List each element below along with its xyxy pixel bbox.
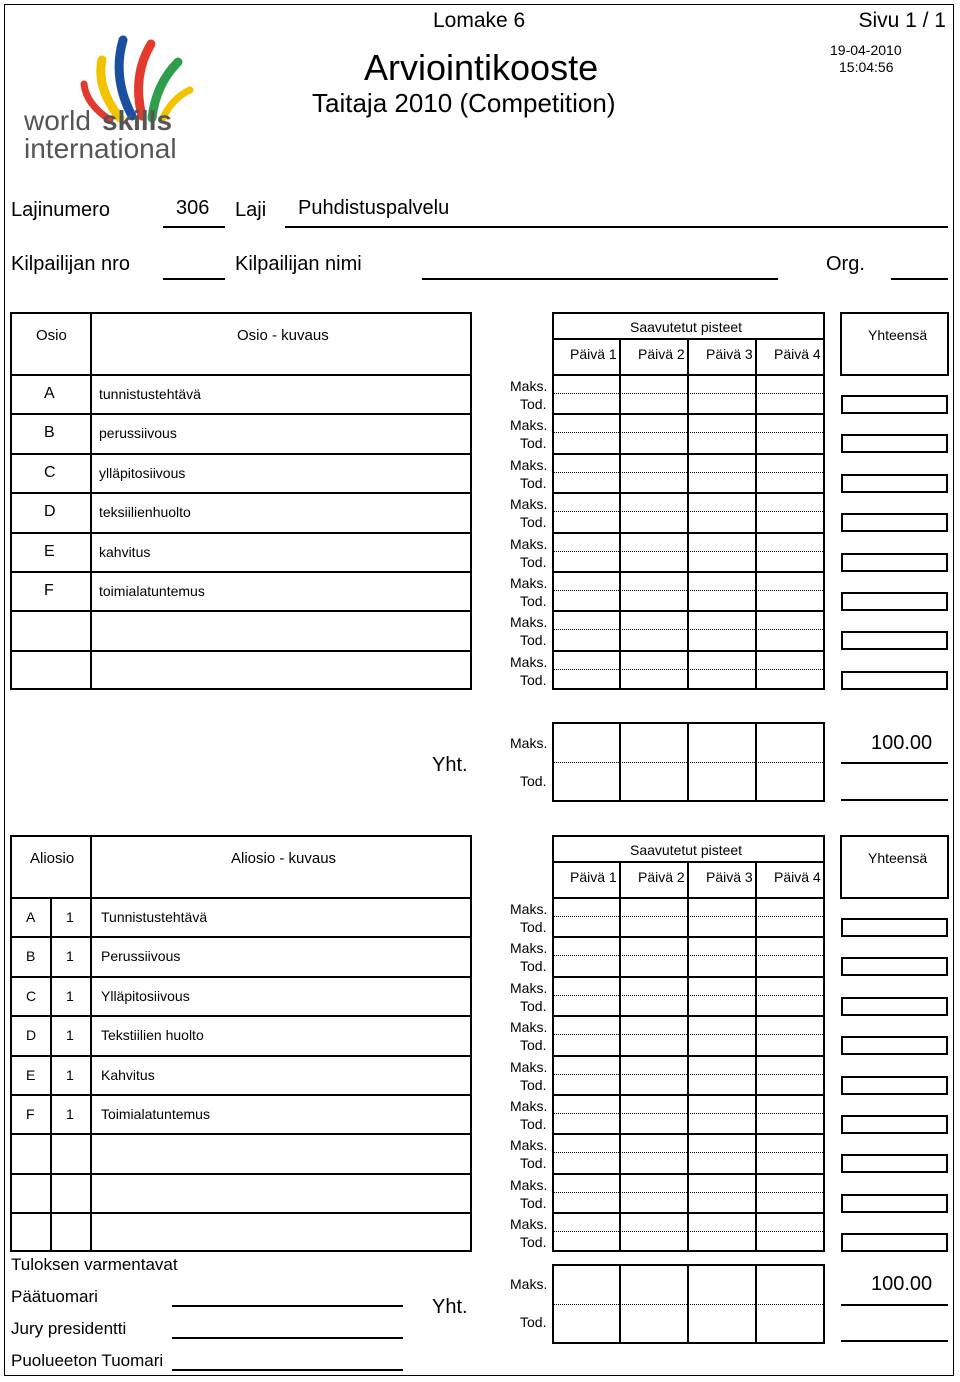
tod-label: Tod.: [520, 671, 547, 688]
tod-label: Tod.: [520, 958, 547, 975]
score-row-divider: [552, 413, 825, 415]
aliosio-rows: [10, 897, 472, 1252]
row-divider: [10, 1094, 472, 1096]
aliosio-header: [10, 835, 472, 899]
yht2-maks: Maks.: [510, 1276, 548, 1292]
aliosio-num: 1: [66, 987, 74, 1004]
signer-jury-presidentti: Jury presidentti: [11, 1319, 127, 1338]
row-divider: [10, 650, 472, 652]
tod-label: Tod.: [520, 1037, 547, 1054]
row-divider: [10, 1212, 472, 1214]
yhteensa-cell[interactable]: [841, 918, 948, 937]
yhteensa-cell[interactable]: [841, 1115, 948, 1134]
score-row-divider: [552, 453, 825, 455]
maks-label: Maks.: [510, 1137, 548, 1154]
logo-text-international: international: [24, 133, 177, 164]
print-date: 19-04-2010: [830, 42, 902, 58]
osio-code: A: [44, 385, 55, 402]
score-row-divider: [552, 936, 825, 938]
yhteensa-cell[interactable]: [841, 1036, 948, 1055]
osio-code: B: [44, 424, 55, 442]
maks-dotted-line: [552, 1074, 825, 1075]
score-row-divider: [552, 650, 825, 652]
score-row-divider: [552, 1133, 825, 1135]
col-aliosio: Aliosio: [30, 850, 75, 867]
score-row-divider: [552, 571, 825, 573]
aliosio-code: D: [26, 1027, 37, 1044]
saavutetut-label-2: Saavutetut pisteet: [630, 842, 743, 858]
day2-label-2: Päivä 2: [638, 869, 685, 885]
osio-header: [10, 312, 472, 376]
kilpailija-nimi-label: Kilpailijan nimi: [235, 253, 362, 275]
row-divider: [10, 532, 472, 534]
maks-dotted-line: [552, 1113, 825, 1114]
col-osio: Osio: [36, 327, 67, 344]
tod-label: Tod.: [520, 474, 547, 491]
yhteensa-cell[interactable]: [841, 513, 948, 532]
yhteensa-cell[interactable]: [841, 474, 948, 493]
yhteensa-cell[interactable]: [841, 1154, 948, 1173]
worldskills-logo: [20, 18, 195, 168]
osio-desc: kahvitus: [99, 543, 151, 560]
aliosio-code: C: [26, 987, 37, 1004]
tod-label: Tod.: [520, 514, 547, 531]
score-row-divider: [552, 1212, 825, 1214]
signer-jury-line[interactable]: [172, 1337, 403, 1339]
org-label: Org.: [826, 253, 865, 275]
osio-desc: ylläpitosiivous: [99, 464, 186, 481]
aliosio-desc: Tekstiilien huolto: [101, 1027, 204, 1044]
signer-paatuomari: Päätuomari: [11, 1287, 98, 1306]
maks-label: Maks.: [510, 979, 548, 996]
day3-label-2: Päivä 3: [706, 869, 753, 885]
maks-dotted-line: [552, 432, 825, 433]
maks-label: Maks.: [510, 535, 548, 552]
osio-code: D: [44, 503, 56, 521]
maks-dotted-line: [552, 1152, 825, 1153]
yhteensa-label: Yhteensä: [868, 327, 928, 343]
row-divider: [10, 1173, 472, 1175]
tod-label: Tod.: [520, 1194, 547, 1211]
maks-dotted-line: [552, 669, 825, 670]
maks-dotted-line: [552, 393, 825, 394]
tod-label: Tod.: [520, 1234, 547, 1251]
day4-label: Päivä 4: [774, 346, 821, 362]
yhteensa-cell[interactable]: [841, 1194, 948, 1213]
score-row-divider: [552, 1173, 825, 1175]
laji-label: Laji: [235, 199, 267, 221]
score-row-divider: [552, 492, 825, 494]
yht1-tod: Tod.: [520, 773, 547, 789]
section1-total-max: 100.00: [871, 732, 933, 754]
tod-label: Tod.: [520, 632, 547, 649]
tod-label: Tod.: [520, 593, 547, 609]
tod-label: Tod.: [520, 553, 547, 570]
yhteensa-label-2: Yhteensä: [868, 850, 928, 866]
aliosio-code: E: [26, 1066, 36, 1083]
row-divider: [10, 936, 472, 938]
tod-label: Tod.: [520, 1076, 547, 1093]
yht1-maks: Maks.: [510, 735, 548, 751]
maks-label: Maks.: [510, 456, 548, 473]
osio-desc: perussiivous: [99, 425, 177, 442]
maks-dotted-line: [552, 955, 825, 956]
maks-dotted-line: [552, 1231, 825, 1232]
maks-dotted-line: [552, 590, 825, 591]
maks-label: Maks.: [510, 417, 548, 434]
yhteensa-cell[interactable]: [841, 671, 948, 690]
score-row-divider: [552, 976, 825, 978]
logo-text-skills: skills: [102, 105, 173, 136]
page-title: Arviointikooste: [364, 47, 599, 88]
maks-dotted-line: [552, 629, 825, 630]
signer-puolueeton-line[interactable]: [172, 1369, 403, 1371]
maks-dotted-line: [552, 916, 825, 917]
page-number: Sivu 1 / 1: [858, 9, 946, 32]
maks-label: Maks.: [510, 614, 548, 631]
org-field[interactable]: [891, 278, 948, 280]
osio-code: F: [44, 582, 54, 599]
laji-underline: [285, 226, 948, 228]
yhteensa-cell[interactable]: [841, 1076, 948, 1095]
row-divider: [10, 413, 472, 415]
row-divider: [10, 492, 472, 494]
maks-dotted-line: [552, 995, 825, 996]
maks-label: Maks.: [510, 1098, 548, 1114]
tod-label: Tod.: [520, 396, 547, 412]
yhteensa-cell[interactable]: [841, 395, 948, 414]
aliosio-num: 1: [66, 909, 74, 925]
aliosio-code: B: [26, 948, 36, 965]
kilpailija-nro-field[interactable]: [163, 278, 225, 280]
kilpailija-nimi-field[interactable]: [422, 278, 778, 280]
score-row-divider: [552, 1015, 825, 1017]
maks-dotted-line: [552, 1192, 825, 1193]
lajinumero-label: Lajinumero: [11, 199, 110, 221]
maks-label: Maks.: [510, 1019, 548, 1036]
col-aliosio-kuvaus: Aliosio - kuvaus: [231, 850, 337, 867]
row-divider: [10, 571, 472, 573]
maks-label: Maks.: [510, 901, 548, 917]
score-row-divider: [552, 610, 825, 612]
tod-label: Tod.: [520, 1116, 547, 1132]
score-row-divider: [552, 1055, 825, 1057]
maks-label: Maks.: [510, 378, 548, 394]
tod-label: Tod.: [520, 435, 547, 452]
maks-dotted-line: [552, 551, 825, 552]
saavutetut-label: Saavutetut pisteet: [630, 319, 743, 335]
osio-desc: toimialatuntemus: [99, 583, 205, 599]
laji-value: Puhdistuspalvelu: [298, 197, 450, 219]
print-time: 15:04:56: [839, 59, 894, 75]
verification-title: Tuloksen varmentavat: [11, 1255, 178, 1274]
aliosio-desc: Kahvitus: [101, 1066, 155, 1083]
osio-desc: tunnistustehtävä: [99, 386, 201, 402]
tod-label: Tod.: [520, 919, 547, 935]
yht-label-1: Yht.: [432, 754, 468, 776]
maks-label: Maks.: [510, 1176, 548, 1193]
maks-dotted-line: [552, 511, 825, 512]
row-divider: [10, 610, 472, 612]
aliosio-code: A: [26, 909, 36, 925]
osio-desc: teksiilienhuolto: [99, 504, 191, 521]
lajinumero-underline: [163, 226, 225, 228]
aliosio-code: F: [26, 1106, 35, 1122]
yhteensa-cell[interactable]: [841, 957, 948, 976]
section1-total-tod-field[interactable]: [841, 799, 948, 801]
page-subtitle: Taitaja 2010 (Competition): [312, 88, 616, 118]
aliosio-num: 1: [66, 1106, 74, 1122]
maks-label: Maks.: [510, 1058, 548, 1075]
score-row-divider: [552, 532, 825, 534]
yhteensa-cell[interactable]: [841, 631, 948, 650]
day4-label-2: Päivä 4: [774, 869, 821, 885]
logo-text-world: world: [24, 105, 91, 136]
row-divider: [10, 1015, 472, 1017]
yhteensa-cell[interactable]: [841, 592, 948, 611]
score-row-divider: [552, 1094, 825, 1096]
aliosio-desc: Toimialatuntemus: [101, 1106, 210, 1122]
maks-label: Maks.: [510, 1216, 548, 1233]
col-osio-kuvaus: Osio - kuvaus: [237, 327, 329, 344]
maks-dotted-line: [552, 472, 825, 473]
yhteensa-cell[interactable]: [841, 997, 948, 1016]
yhteensa-cell[interactable]: [841, 434, 948, 453]
osio-code: C: [44, 463, 56, 481]
aliosio-desc: Perussiivous: [101, 948, 181, 965]
lajinumero-value: 306: [176, 197, 210, 219]
maks-label: Maks.: [510, 653, 548, 670]
row-divider: [10, 1133, 472, 1135]
kilpailija-nro-label: Kilpailijan nro: [11, 253, 130, 275]
form-name: Lomake 6: [433, 9, 526, 32]
aliosio-num: 1: [66, 1027, 74, 1044]
row-divider: [10, 453, 472, 455]
yhteensa-header: [840, 312, 949, 376]
aliosio-num: 1: [66, 1066, 74, 1083]
row-divider: [10, 1055, 472, 1057]
section2-total-tod-field[interactable]: [841, 1340, 948, 1342]
day1-label-2: Päivä 1: [570, 869, 617, 885]
yht2-tod: Tod.: [520, 1314, 547, 1330]
yhteensa-cell[interactable]: [841, 1233, 948, 1252]
yhteensa-header-2: [840, 835, 949, 899]
section2-total-max: 100.00: [871, 1273, 933, 1295]
osio-code: E: [44, 542, 55, 560]
day1-label: Päivä 1: [570, 346, 617, 362]
aliosio-num: 1: [66, 948, 74, 965]
day2-label: Päivä 2: [638, 346, 685, 362]
maks-label: Maks.: [510, 496, 548, 513]
day3-label: Päivä 3: [706, 346, 753, 362]
maks-dotted-line: [552, 1034, 825, 1035]
signer-paatuomari-line[interactable]: [172, 1305, 403, 1307]
aliosio-desc: Ylläpitosiivous: [101, 987, 190, 1004]
maks-label: Maks.: [510, 940, 548, 957]
yhteensa-cell[interactable]: [841, 553, 948, 572]
tod-label: Tod.: [520, 1155, 547, 1172]
maks-label: Maks.: [510, 575, 548, 591]
signer-puolueeton: Puolueeton Tuomari: [11, 1351, 164, 1370]
tod-label: Tod.: [520, 997, 547, 1014]
aliosio-desc: Tunnistustehtävä: [101, 909, 208, 925]
yht-label-2: Yht.: [432, 1296, 468, 1318]
row-divider: [10, 976, 472, 978]
